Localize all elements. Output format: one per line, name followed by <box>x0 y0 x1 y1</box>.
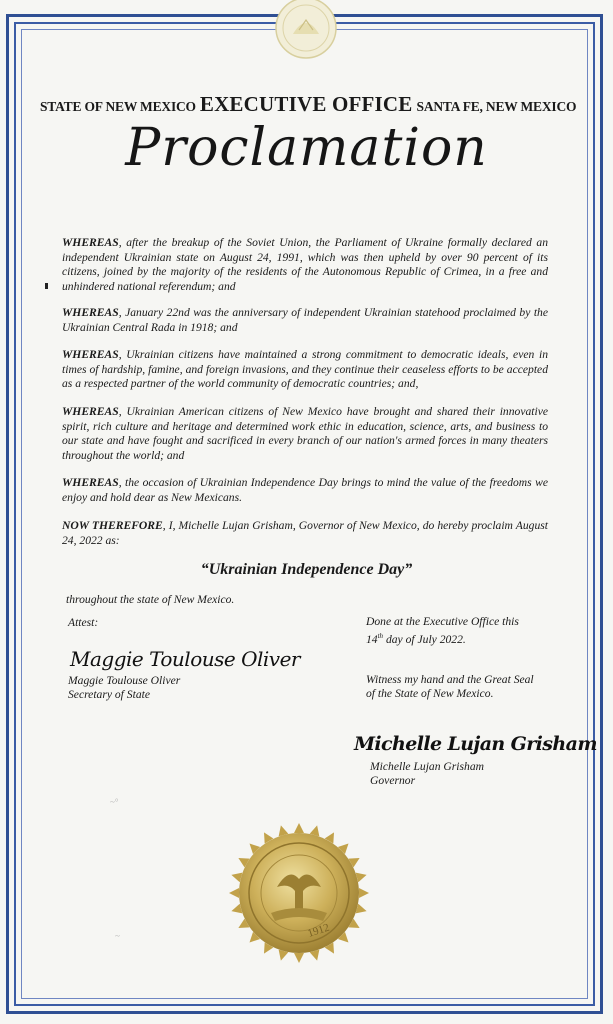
paragraph-lead: WHEREAS <box>62 236 119 249</box>
attest-label: Attest: <box>68 616 99 629</box>
seal-year: 1912 <box>306 921 331 940</box>
great-seal-icon <box>229 823 369 963</box>
governor-signature: Michelle Lujan Grisham <box>354 733 597 755</box>
done-date <box>366 629 466 647</box>
paragraph-lead: WHEREAS <box>62 306 119 319</box>
secretary-title: Secretary of State <box>68 688 150 701</box>
paragraph-lead: NOW THEREFORE <box>62 519 163 532</box>
governor-title: Governor <box>370 774 416 787</box>
paragraph-whereas-4 <box>62 405 548 463</box>
secretary-name: Maggie Toulouse Oliver <box>68 674 181 687</box>
margin-mark <box>45 283 48 289</box>
paragraph-text: , Ukrainian citizens have maintained a strong commitment to democratic ideals, even in times of hardship, famine, and foreign invasions, and they continue their ceaseless efforts to be accepted as a respected partner of the world community of democratic countries; and, <box>62 348 548 391</box>
paragraph-whereas-5 <box>62 476 548 505</box>
governor-name: Michelle Lujan Grisham <box>370 760 484 773</box>
done-day: 14 <box>366 632 378 646</box>
paragraph-now-therefore <box>62 519 548 548</box>
top-seal-icon <box>267 0 345 60</box>
secretary-signature: Maggie Toulouse Oliver <box>70 647 300 671</box>
paragraph-lead: WHEREAS <box>62 405 119 418</box>
paragraph-text: , January 22nd was the anniversary of independent Ukrainian statehood proclaimed by the Ukrainian Central Rada in 1918; and <box>62 306 548 334</box>
done-line: Done at the Executive Office this <box>366 615 519 628</box>
paragraph-lead: WHEREAS <box>62 476 119 489</box>
done-rest: day of July 2022. <box>383 632 466 646</box>
done-day-suffix: th <box>377 632 384 640</box>
letterhead <box>40 92 577 117</box>
header-city: SANTA FE, NEW MEXICO <box>416 99 577 114</box>
speck-mark: ~° <box>110 797 119 807</box>
paragraph-text: , Ukrainian American citizens of New Mexico have brought and shared their innovative spirit, rich culture and heritage and determined work ethic in education, science, arts, and business to our state and have fought and sacrificed in every branch of our nation's armed forces in many theaters throughout the world; and <box>62 405 548 462</box>
header-office: EXECUTIVE OFFICE <box>199 92 413 116</box>
paragraph-text: , the occasion of Ukrainian Independence Day brings to mind the value of the freedoms we enjoy and hold dear as New Mexicans. <box>62 476 548 504</box>
paragraph-whereas-3 <box>62 348 548 392</box>
paragraph-whereas-2 <box>62 306 548 335</box>
speck-mark: ~ <box>115 931 120 941</box>
header-state: STATE OF NEW MEXICO <box>40 99 196 114</box>
witness-line-1: Witness my hand and the Great Seal <box>366 673 534 686</box>
witness-line-2: of the State of New Mexico. <box>366 687 494 700</box>
paragraph-text: , after the breakup of the Soviet Union, the Parliament of Ukraine formally declared an independent Ukrainian state on August 24, 1991, which was then upheld by over 90 percent of its citizens, joined by the majority of the residents of the Autonomous Republic of Crimea, in a free and unhindered national referendum; and <box>62 236 548 293</box>
paragraph-text: , I, Michelle Lujan Grisham, Governor of New Mexico, do hereby proclaim August 24, 2022 as: <box>62 519 548 547</box>
paragraph-whereas-1 <box>62 236 548 294</box>
throughout-line: throughout the state of New Mexico. <box>66 593 235 606</box>
proclamation-title: Proclamation <box>125 118 488 178</box>
paragraph-lead: WHEREAS <box>62 348 119 361</box>
holiday-name: “Ukrainian Independence Day” <box>200 561 413 578</box>
